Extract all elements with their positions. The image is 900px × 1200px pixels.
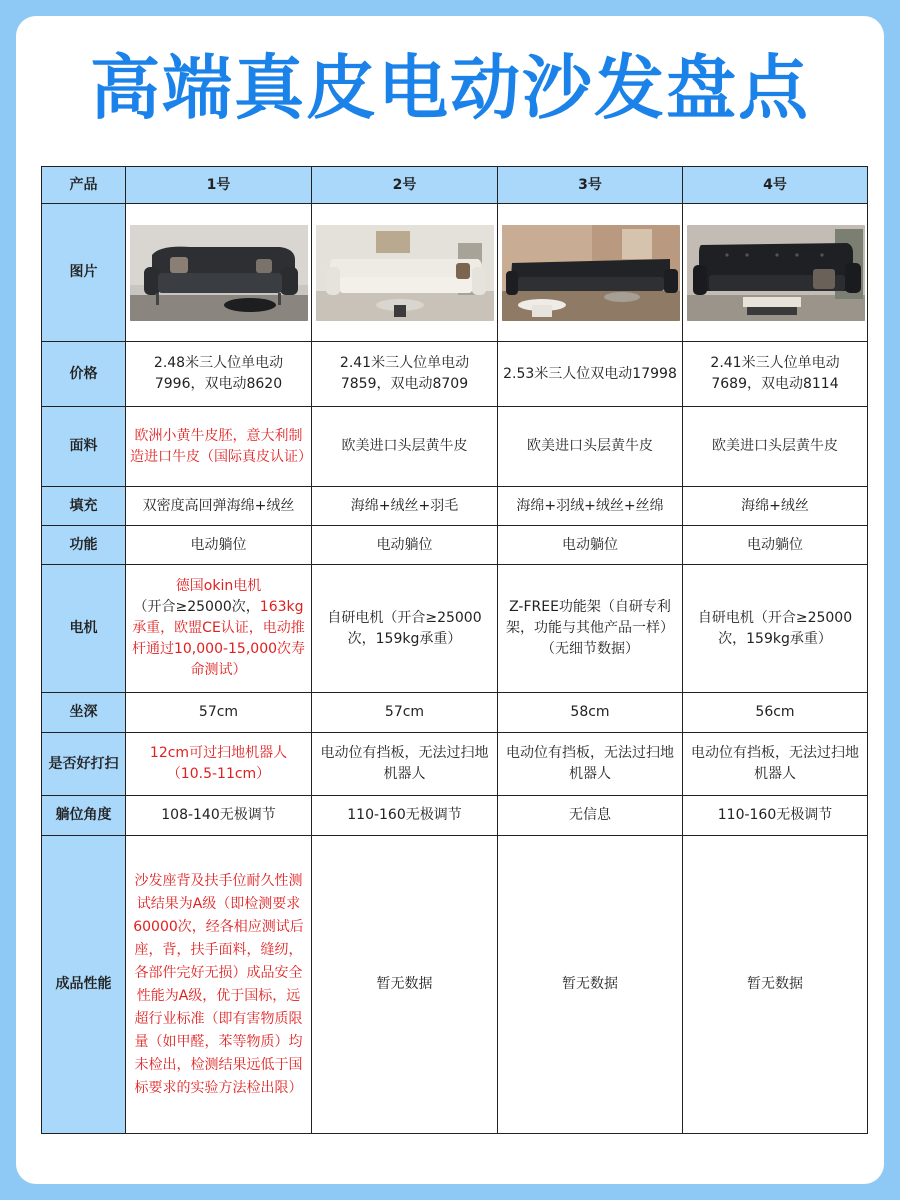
row-label-recline: 躺位角度 [42, 796, 126, 836]
row-label-price: 价格 [42, 342, 126, 407]
motor-cell-1 [126, 565, 312, 693]
cleaning-cell-1: 12cm可过扫地机器人（10.5-11cm） [126, 733, 312, 796]
image-row [42, 204, 868, 342]
price-row [42, 342, 868, 407]
fabric-cell-2: 欧美进口头层黄牛皮 [312, 407, 498, 487]
motor-3-spec: Z-FREE功能架（自研专利架，功能与其他产品一样） [506, 599, 674, 636]
image-cell-3 [498, 204, 683, 342]
cleaning-cell-4: 电动位有挡板，无法过扫地机器人 [683, 733, 868, 796]
header-product: 产品 [42, 167, 126, 204]
price-cell-2: 2.41米三人位单电动7859，双电动8709 [312, 342, 498, 407]
header-row [42, 167, 868, 204]
header-product-2: 2号 [312, 167, 498, 204]
header-product-3: 3号 [498, 167, 683, 204]
page-title: 高端真皮电动沙发盘点 [90, 47, 810, 129]
function-cell-3: 电动躺位 [498, 526, 683, 565]
motor-cell-2: 自研电机（开合≥25000次，159kg承重） [312, 565, 498, 693]
row-label-depth: 坐深 [42, 693, 126, 733]
performance-row [42, 836, 868, 1134]
row-label-performance: 成品性能 [42, 836, 126, 1134]
performance-cell-4: 暂无数据 [683, 836, 868, 1134]
fabric-cell-1: 欧洲小黄牛皮胚，意大利制造进口牛皮（国际真皮认证） [126, 407, 312, 487]
image-cell-4 [683, 204, 868, 342]
cleaning-cell-2: 电动位有挡板，无法过扫地机器人 [312, 733, 498, 796]
cream-leather-sofa-photo [316, 225, 494, 321]
black-leather-sofa-photo [502, 225, 680, 321]
recline-cell-2: 110-160无极调节 [312, 796, 498, 836]
cleaning-cell-3: 电动位有挡板，无法过扫地机器人 [498, 733, 683, 796]
depth-row [42, 693, 868, 733]
row-label-cleaning: 是否好打扫 [42, 733, 126, 796]
function-row [42, 526, 868, 565]
price-cell-1: 2.48米三人位单电动7996，双电动8620 [126, 342, 312, 407]
row-label-image: 图片 [42, 204, 126, 342]
performance-cell-3: 暂无数据 [498, 836, 683, 1134]
depth-cell-3: 58cm [498, 693, 683, 733]
header-product-4: 4号 [683, 167, 868, 204]
filling-cell-1: 双密度高回弹海绵+绒丝 [126, 487, 312, 526]
recline-cell-4: 110-160无极调节 [683, 796, 868, 836]
depth-cell-1: 57cm [126, 693, 312, 733]
row-label-motor: 电机 [42, 565, 126, 693]
motor-1-spec-b: 163kg承重，欧盟CE认证，电动推杆通过10,000-15,000次寿命测试） [131, 599, 306, 678]
recline-row [42, 796, 868, 836]
header-product-1: 1号 [126, 167, 312, 204]
motor-cell-3 [498, 565, 683, 693]
motor-row [42, 565, 868, 693]
cleaning-row [42, 733, 868, 796]
performance-cell-2: 暂无数据 [312, 836, 498, 1134]
image-cell-2 [312, 204, 498, 342]
price-cell-3: 2.53米三人位双电动17998 [498, 342, 683, 407]
motor-3-note: （无细节数据） [541, 641, 639, 657]
row-label-function: 功能 [42, 526, 126, 565]
motor-cell-4: 自研电机（开合≥25000次，159kg承重） [683, 565, 868, 693]
fabric-cell-4: 欧美进口头层黄牛皮 [683, 407, 868, 487]
price-cell-4: 2.41米三人位单电动7689，双电动8114 [683, 342, 868, 407]
filling-cell-2: 海绵+绒丝+羽毛 [312, 487, 498, 526]
motor-1-spec-a: （开合≥25000次， [133, 599, 260, 615]
black-tufted-sofa-photo [687, 225, 865, 321]
filling-cell-3: 海绵+羽绒+绒丝+丝绵 [498, 487, 683, 526]
image-cell-1 [126, 204, 312, 342]
fabric-cell-3: 欧美进口头层黄牛皮 [498, 407, 683, 487]
row-label-fabric: 面料 [42, 407, 126, 487]
function-cell-4: 电动躺位 [683, 526, 868, 565]
recline-cell-1: 108-140无极调节 [126, 796, 312, 836]
recline-cell-3: 无信息 [498, 796, 683, 836]
comparison-table [41, 166, 868, 1134]
motor-1-brand: 德国okin电机 [175, 578, 262, 594]
row-label-filling: 填充 [42, 487, 126, 526]
filling-cell-4: 海绵+绒丝 [683, 487, 868, 526]
performance-cell-1: 沙发座背及扶手位耐久性测试结果为A级（即检测要求60000次，经各相应测试后座，背，扶手面料，缝纫，各部件完好无损）成品安全性能为A级，优于国标，远超行业标准（即有害物质限量（如甲醛，苯等物质）均未检出，检测结果远低于国标要求的实验方法检出限） [126, 836, 312, 1134]
function-cell-1: 电动躺位 [126, 526, 312, 565]
fabric-row [42, 407, 868, 487]
depth-cell-4: 56cm [683, 693, 868, 733]
depth-cell-2: 57cm [312, 693, 498, 733]
dark-leather-sofa-photo [130, 225, 308, 321]
function-cell-2: 电动躺位 [312, 526, 498, 565]
filling-row [42, 487, 868, 526]
